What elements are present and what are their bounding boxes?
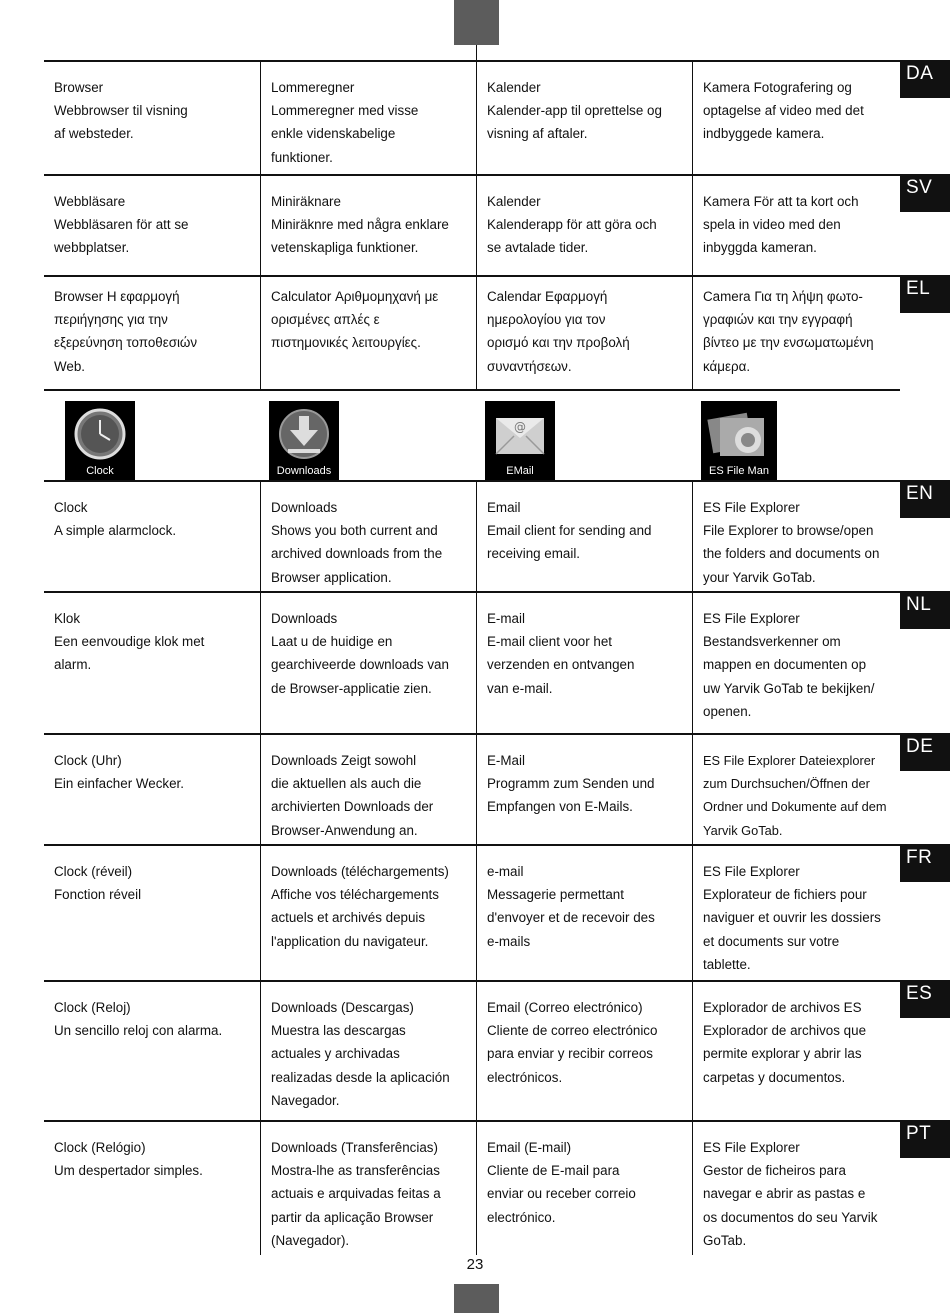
es-file-manager-icon <box>701 401 777 481</box>
clock-icon <box>65 401 135 481</box>
email-icon <box>485 401 555 481</box>
language-badge-da: DA <box>900 60 950 98</box>
cell-downloads: Downloads (téléchargements) Affiche vos téléchargements actuels et archivés depuis l'application du navigateur. <box>260 846 476 982</box>
cell-es-file-explorer: Explorador de archivos ES Explorador de archivos que permite explorar y abrir las carpetas y documentos. <box>692 982 900 1122</box>
cell-calendar: Kalender Kalenderapp för att göra och se avtalade tider. <box>476 176 692 277</box>
cell-calendar: Kalender Kalender-app til oprettelse og visning af aftaler. <box>476 62 692 176</box>
language-badge-nl: NL <box>900 591 950 629</box>
language-badge-pt: PT <box>900 1120 950 1158</box>
cell-clock: Clock (Reloj) Un sencillo reloj con alarma. <box>54 1000 223 1039</box>
cell-camera: Kamera För att ta kort och spela in video med den inbyggda kameran. <box>692 176 900 277</box>
cell-browser: Browser Webbrowser til visning af websteder. <box>54 80 188 142</box>
downloads-icon-caption: Downloads <box>276 465 332 477</box>
cell-clock: Clock (réveil) Fonction réveil <box>54 864 142 903</box>
language-badge-fr: FR <box>900 844 950 882</box>
cell-downloads: Downloads (Descargas) Muestra las descargas actuales y archivadas realizadas desde la aplicación Navegador. <box>260 982 476 1122</box>
cell-calculator: Lommeregner Lommeregner med visse enkle videnskabelige funktioner. <box>260 62 476 176</box>
cell-calculator: Calculator Αριθμομηχανή με ορισμένες απλές ε πιστημονικές λειτουργίες. <box>260 277 476 389</box>
page-number: 23 <box>466 1256 484 1273</box>
table-row-nl <box>44 591 900 735</box>
cell-es-file-explorer: ES File Explorer Dateiexplorer zum Durchsuchen/Öffnen der Ordner und Dokumente auf dem Yarvik GoTab. <box>692 735 900 846</box>
cell-camera: Kamera Fotografering og optagelse af video med det indbyggede kamera. <box>692 62 900 176</box>
language-badge-en: EN <box>900 480 950 518</box>
table-row-de <box>44 733 900 846</box>
cell-es-file-explorer: ES File Explorer Gestor de ficheiros para navegar e abrir as pastas e os documentos do seu Yarvik GoTab. <box>692 1122 900 1255</box>
page-edge-tab-top <box>454 0 499 45</box>
cell-browser: Webbläsare Webbläsaren för att se webbplatser. <box>54 194 189 256</box>
email-icon-caption: EMail <box>506 465 534 477</box>
cell-email: e-mail Messagerie permettant d'envoyer et de recevoir des e-mails <box>476 846 692 982</box>
cell-calendar: Calendar Εφαρμογή ημερολογίου για τον ορισμό και την προβολή συναντήσεων. <box>476 277 692 389</box>
language-badge-es: ES <box>900 980 950 1018</box>
table-row-es <box>44 980 900 1122</box>
cell-es-file-explorer: ES File Explorer Explorateur de fichiers pour naviguer et ouvrir les dossiers et documents sur votre tablette. <box>692 846 900 982</box>
cell-downloads: Downloads Zeigt sowohl die aktuellen als auch die archivierten Downloads der Browser-Anwendung an. <box>260 735 476 846</box>
cell-downloads: Downloads (Transferências) Mostra-lhe as transferências actuais e arquivadas feitas a partir da aplicação Browser (Navegador). <box>260 1122 476 1255</box>
table-row-en <box>44 480 900 593</box>
cell-email: Email (E-mail) Cliente de E-mail para enviar ou receber correio electrónico. <box>476 1122 692 1255</box>
svg-text:@: @ <box>514 420 526 434</box>
cell-clock: Clock (Uhr) Ein einfacher Wecker. <box>54 753 185 792</box>
table-row-fr <box>44 844 900 982</box>
table-row-pt <box>44 1120 900 1255</box>
cell-camera: Camera Για τη λήψη φωτο- γραφιών και την εγγραφή βίντεο με την ενσωματωμένη κάμερα. <box>692 277 900 389</box>
language-badge-de: DE <box>900 733 950 771</box>
cell-clock: Klok Een eenvoudige klok met alarm. <box>54 611 205 673</box>
table-row-da <box>44 60 900 176</box>
cell-email: E-mail E-mail client voor het verzenden en ontvangen van e-mail. <box>476 593 692 735</box>
cell-clock: Clock (Relógio) Um despertador simples. <box>54 1140 203 1179</box>
cell-downloads: Downloads Laat u de huidige en gearchiveerde downloads van de Browser-applicatie zien. <box>260 593 476 735</box>
clock-icon-caption: Clock <box>86 465 114 477</box>
language-badge-sv: SV <box>900 174 950 212</box>
cell-calculator: Miniräknare Miniräknre med några enklare vetenskapliga funktioner. <box>260 176 476 277</box>
table-row-el <box>44 275 900 391</box>
page-edge-tab-bottom <box>454 1284 499 1313</box>
cell-clock: Clock A simple alarmclock. <box>54 500 177 539</box>
cell-email: Email Email client for sending and receiving email. <box>476 482 692 593</box>
es-file-manager-icon-caption: ES File Man <box>709 465 769 477</box>
language-badge-el: EL <box>900 275 950 313</box>
cell-es-file-explorer: ES File Explorer Bestandsverkenner om mappen en documenten op uw Yarvik GoTab te bekijken/ openen. <box>692 593 900 735</box>
table-row-sv <box>44 174 900 277</box>
cell-email: E-Mail Programm zum Senden und Empfangen von E-Mails. <box>476 735 692 846</box>
downloads-icon <box>269 401 339 481</box>
cell-es-file-explorer: ES File Explorer File Explorer to browse/open the folders and documents on your Yarvik GoTab. <box>692 482 900 593</box>
cell-email: Email (Correo electrónico) Cliente de correo electrónico para enviar y recibir correos electrónicos. <box>476 982 692 1122</box>
cell-browser: Browser Η εφαρμογή περιήγησης για την εξερεύνηση τοποθεσιών Web. <box>54 289 198 374</box>
column-divider-tick <box>476 45 477 60</box>
cell-downloads: Downloads Shows you both current and archived downloads from the Browser application. <box>260 482 476 593</box>
